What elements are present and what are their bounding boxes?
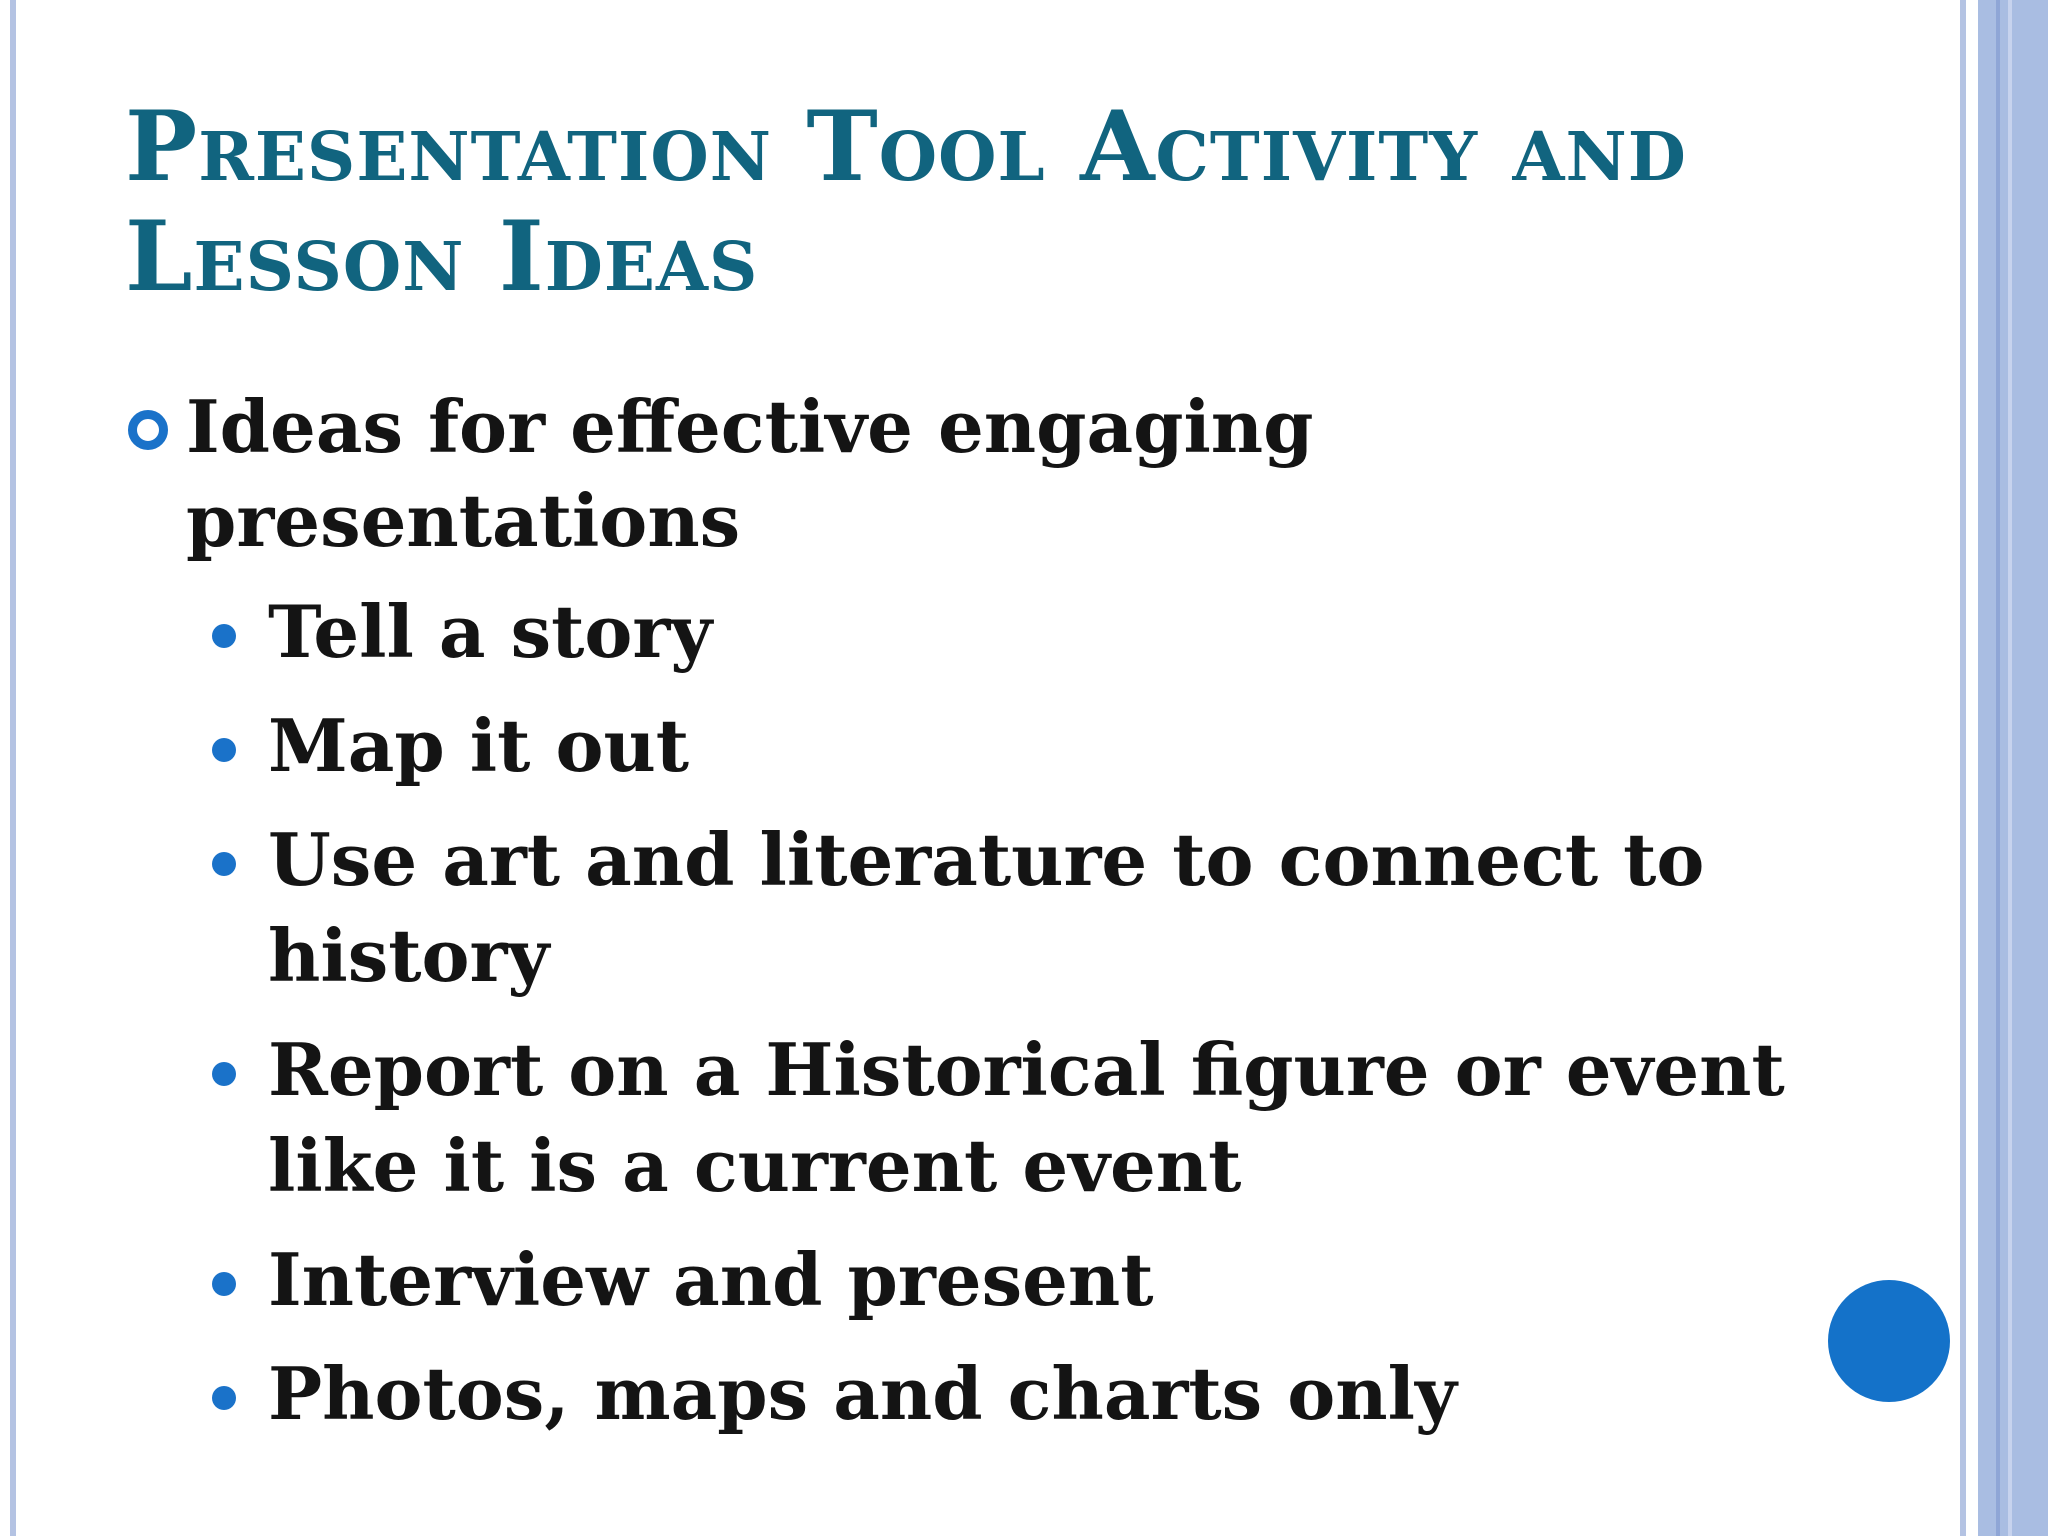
filled-dot-bullet-icon (212, 1272, 236, 1296)
sub-point-1: Tell a story (268, 589, 713, 674)
filled-dot-bullet-icon (212, 1386, 236, 1410)
hollow-circle-bullet-icon (128, 410, 168, 450)
sub-point-5: Interview and present (268, 1237, 1154, 1322)
filled-dot-bullet-icon (212, 852, 236, 876)
sub-point-6: Photos, maps and charts only (268, 1351, 1457, 1436)
sub-point-3: Use art and literature to connect to history (268, 817, 1705, 998)
filled-dot-bullet-icon (212, 1062, 236, 1086)
filled-dot-bullet-icon (212, 738, 236, 762)
sub-point-4: Report on a Historical figure or event like it is a current event (268, 1027, 1785, 1208)
slide-title: Presentation Tool Activity and Lesson Ideas (125, 90, 1687, 313)
blue-circle-decoration (1828, 1280, 1950, 1402)
sub-point-2: Map it out (268, 703, 690, 788)
main-point: Ideas for effective engaging presentations (186, 384, 1314, 563)
filled-dot-bullet-icon (212, 624, 236, 648)
